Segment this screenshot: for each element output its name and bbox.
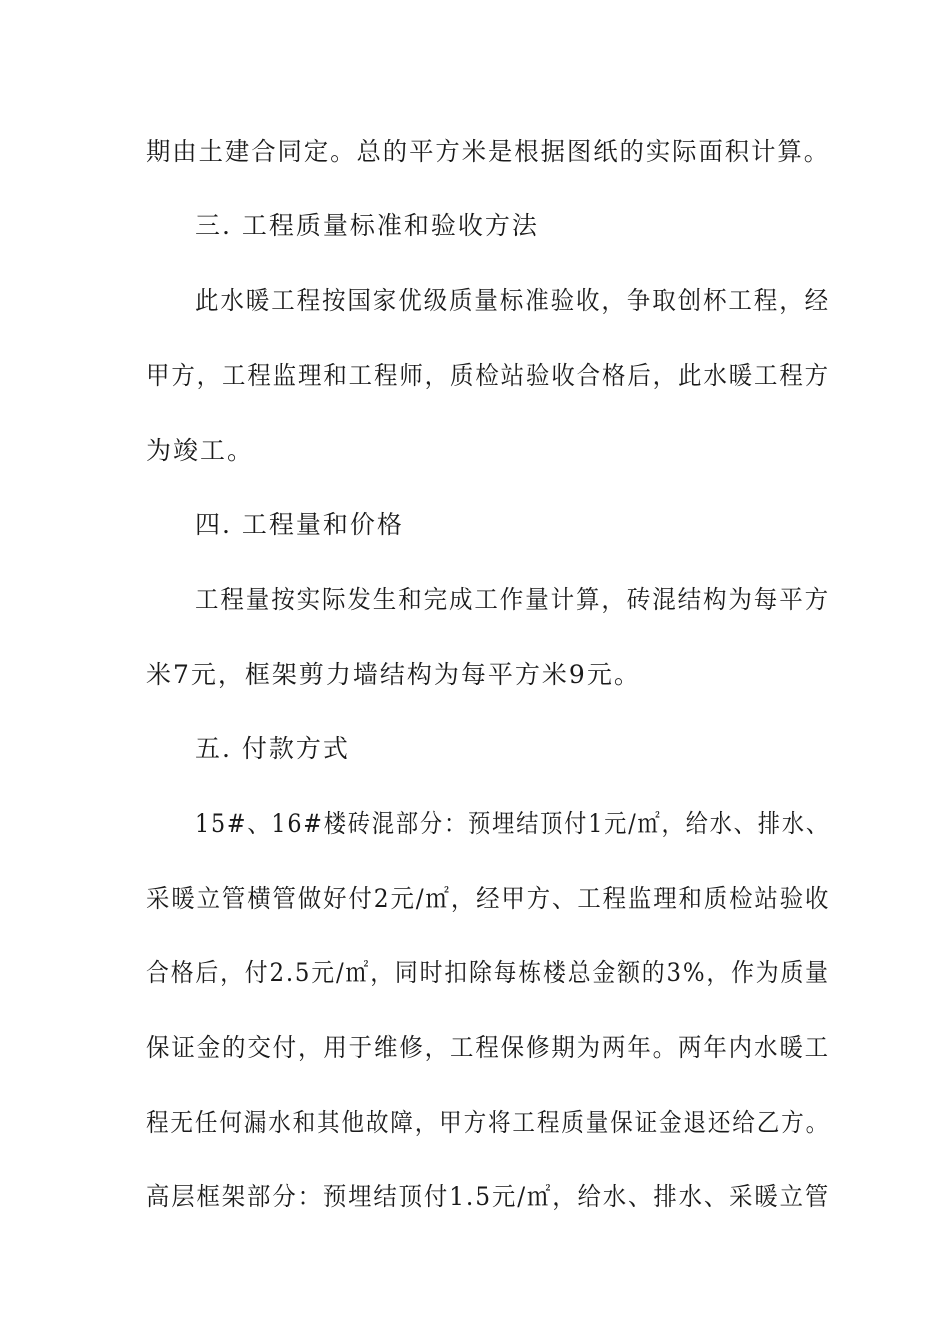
paragraph-line: 程无任何漏水和其他故障，甲方将工程质量保证金退还给乙方。 bbox=[146, 1108, 831, 1137]
paragraph-line: 为竣工。 bbox=[146, 436, 255, 465]
paragraph-line: 15#、16#楼砖混部分：预埋结顶付1元/㎡，给水、排水、 bbox=[195, 809, 830, 838]
section-heading-5: 五. 付款方式 bbox=[195, 734, 350, 763]
paragraph-line: 期由土建合同定。总的平方米是根据图纸的实际面积计算。 bbox=[146, 137, 831, 166]
paragraph-line: 保证金的交付，用于维修，工程保修期为两年。两年内水暖工 bbox=[146, 1033, 831, 1062]
paragraph-line: 米7元，框架剪力墙结构为每平方米9元。 bbox=[146, 660, 641, 689]
paragraph-line: 采暖立管横管做好付2元/㎡，经甲方、工程监理和质检站验收 bbox=[146, 884, 831, 913]
section-heading-3: 三. 工程质量标准和验收方法 bbox=[195, 211, 539, 240]
paragraph-line: 甲方，工程监理和工程师，质检站验收合格后，此水暖工程方 bbox=[146, 361, 831, 390]
paragraph-line: 合格后，付2.5元/㎡，同时扣除每栋楼总金额的3%，作为质量 bbox=[146, 958, 830, 987]
section-heading-4: 四. 工程量和价格 bbox=[195, 510, 404, 539]
paragraph-line: 工程量按实际发生和完成工作量计算，砖混结构为每平方 bbox=[195, 585, 831, 614]
paragraph-line: 此水暖工程按国家优级质量标准验收，争取创杯工程，经 bbox=[195, 286, 831, 315]
paragraph-line: 高层框架部分：预埋结顶付1.5元/㎡，给水、排水、采暖立管 bbox=[146, 1182, 831, 1211]
